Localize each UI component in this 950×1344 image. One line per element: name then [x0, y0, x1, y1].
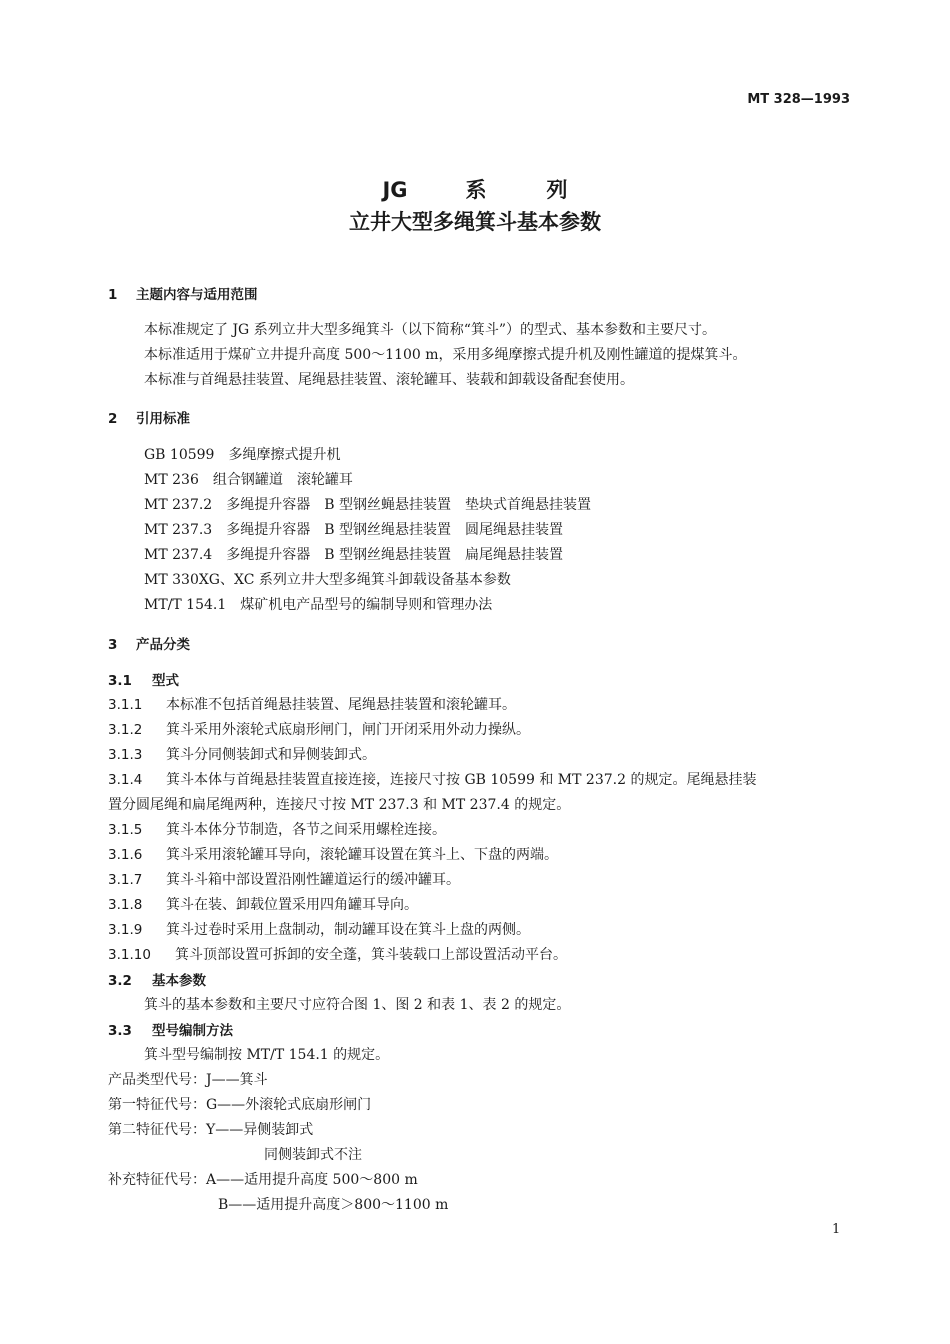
section-1-para-2: 本标准适用于煤矿立井提升高度 500～1100 m，采用多绳摩擦式提升机及刚性罐道的提煤箕斗。: [144, 347, 747, 363]
reference-item: GB 10599 多绳摩擦式提升机: [144, 447, 341, 463]
title-part-xi: 系: [465, 178, 487, 202]
clause-3-1-10: 3.1.10 箕斗顶部设置可拆卸的安全蓬，箕斗装载口上部设置活动平台。: [108, 947, 567, 963]
reference-item: MT 330XG、XC 系列立井大型多绳箕斗卸载设备基本参数: [144, 572, 511, 588]
reference-item: MT 236 组合钢罐道 滚轮罐耳: [144, 472, 353, 488]
clause-3-1-9: 3.1.9 箕斗过卷时采用上盘制动，制动罐耳设在箕斗上盘的两侧。: [108, 922, 530, 938]
page-number: 1: [832, 1222, 841, 1237]
subsection-3-3-heading: 3.3 型号编制方法: [108, 1023, 233, 1039]
clause-3-1-7: 3.1.7 箕斗斗箱中部设置沿刚性罐道运行的缓冲罐耳。: [108, 872, 460, 888]
clause-3-1-3: 3.1.3 箕斗分同侧装卸式和异侧装卸式。: [108, 747, 376, 763]
section-3-heading: 3 产品分类: [108, 637, 190, 653]
title-line-2: 立井大型多绳箕斗基本参数: [349, 210, 601, 234]
section-1-heading: 1 主题内容与适用范围: [108, 287, 258, 303]
model-code-line: 第二特征代号：Y——异侧装卸式: [108, 1122, 314, 1138]
subsection-3-3-text: 箕斗型号编制按 MT/T 154.1 的规定。: [144, 1047, 390, 1063]
reference-item: MT/T 154.1 煤矿机电产品型号的编制导则和管理办法: [144, 597, 493, 613]
section-2-heading: 2 引用标准: [108, 411, 190, 427]
section-1-para-1: 本标准规定了 JG 系列立井大型多绳箕斗（以下简称“箕斗”）的型式、基本参数和主要尺寸。: [144, 322, 717, 338]
model-code-line: B——适用提升高度＞800～1100 m: [218, 1197, 449, 1213]
model-code-line: 补充特征代号：A——适用提升高度 500～800 m: [108, 1172, 418, 1188]
clause-3-1-2: 3.1.2 箕斗采用外滚轮式底扇形闸门，闸门开闭采用外动力操纵。: [108, 722, 530, 738]
title-line-1: [0, 174, 950, 204]
reference-item: MT 237.3 多绳提升容器 B 型钢丝绳悬挂装置 圆尾绳悬挂装置: [144, 522, 563, 538]
title-part-lie: 列: [546, 178, 568, 202]
section-1-para-3: 本标准与首绳悬挂装置、尾绳悬挂装置、滚轮罐耳、装载和卸载设备配套使用。: [144, 372, 634, 388]
standard-code: MT 328—1993: [747, 92, 850, 107]
clause-3-1-5: 3.1.5 箕斗本体分节制造，各节之间采用螺栓连接。: [108, 822, 446, 838]
reference-item: MT 237.2 多绳提升容器 B 型钢丝蝇悬挂装置 垫块式首绳悬挂装置: [144, 497, 591, 513]
clause-3-1-6: 3.1.6 箕斗采用滚轮罐耳导向，滚轮罐耳设置在箕斗上、下盘的两端。: [108, 847, 558, 863]
clause-3-1-4: 3.1.4 箕斗本体与首绳悬挂装置直接连接，连接尺寸按 GB 10599 和 MT 237.2 的规定。尾绳悬挂装: [108, 772, 757, 788]
model-code-line: 第一特征代号：G——外滚轮式底扇形闸门: [108, 1097, 372, 1113]
model-code-line: 产品类型代号：J——箕斗: [108, 1072, 268, 1088]
subsection-3-2-heading: 3.2 基本参数: [108, 973, 206, 989]
subsection-3-1-heading: 3.1 型式: [108, 673, 179, 689]
title-part-jg: JG: [382, 178, 408, 202]
clause-3-1-4-continued: 置分圆尾绳和扁尾绳两种，连接尺寸按 MT 237.3 和 MT 237.4 的规定。: [108, 797, 571, 813]
clause-3-1-1: 3.1.1 本标准不包括首绳悬挂装置、尾绳悬挂装置和滚轮罐耳。: [108, 697, 516, 713]
reference-item: MT 237.4 多绳提升容器 B 型钢丝绳悬挂装置 扁尾绳悬挂装置: [144, 547, 563, 563]
model-code-line: 同侧装卸式不注: [264, 1147, 362, 1163]
subsection-3-2-text: 箕斗的基本参数和主要尺寸应符合图 1、图 2 和表 1、表 2 的规定。: [144, 997, 571, 1013]
clause-3-1-8: 3.1.8 箕斗在装、卸载位置采用四角罐耳导向。: [108, 897, 418, 913]
